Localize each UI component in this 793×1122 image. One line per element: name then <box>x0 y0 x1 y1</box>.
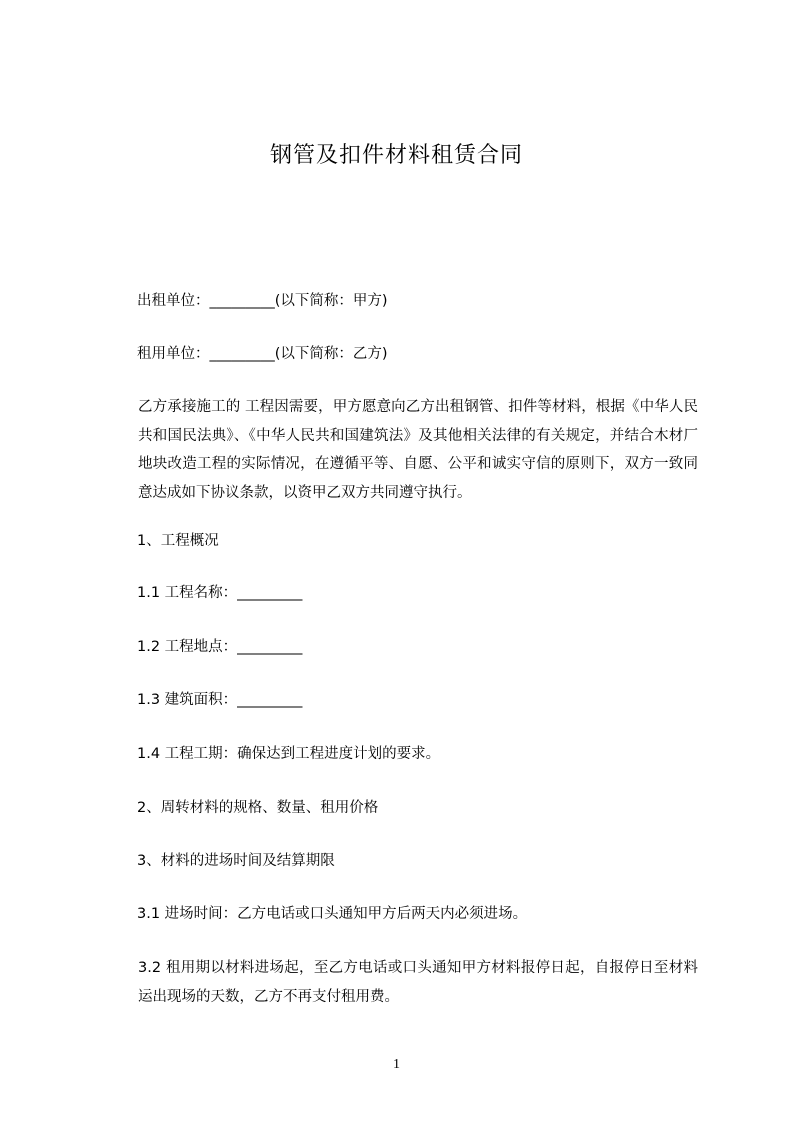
section-1-heading: 1、工程概况 <box>137 533 219 549</box>
item-1-4: 1.4 工程工期：确保达到工程进度计划的要求。 <box>137 746 441 762</box>
item-3-1: 3.1 进场时间：乙方电话或口头通知甲方后两天内必须进场。 <box>137 906 528 922</box>
lessor-line: 出租单位：_________(以下简称：甲方) <box>137 293 388 309</box>
document-title: 钢管及扣件材料租赁合同 <box>269 143 523 168</box>
item-1-3: 1.3 建筑面积：_________ <box>137 692 303 708</box>
lessee-line: 租用单位：_________(以下简称：乙方) <box>137 346 388 362</box>
item-1-1: 1.1 工程名称：_________ <box>137 585 303 601</box>
page-number: 1 <box>393 1057 400 1072</box>
intro-paragraph <box>106 393 698 507</box>
section-3-heading: 3、材料的进场时间及结算期限 <box>137 853 335 869</box>
section-2-heading: 2、周转材料的规格、数量、租用价格 <box>137 800 379 816</box>
intro-paragraph-text: 乙方承接施工的 工程因需要，甲方愿意向乙方出租钢管、扣件等材料，根据《中华人民共和国民法典》、《中华人民共和国建筑法》及其他相关法律的有关规定，并结合木材厂地块改造工程的实际情况，在遵循平等、自愿、公平和诚实守信的原则下，双方一致同意达成如下协议条款，以资甲乙双方共同遵守执行。 <box>138 399 698 501</box>
item-3-2-text: 3.2 租用期以材料进场起，至乙方电话或口头通知甲方材料报停日起，自报停日至材料运出现场的天数，乙方不再支付租用费。 <box>138 960 698 1005</box>
item-1-2: 1.2 工程地点：_________ <box>137 639 303 655</box>
item-3-2-paragraph <box>106 954 698 1011</box>
